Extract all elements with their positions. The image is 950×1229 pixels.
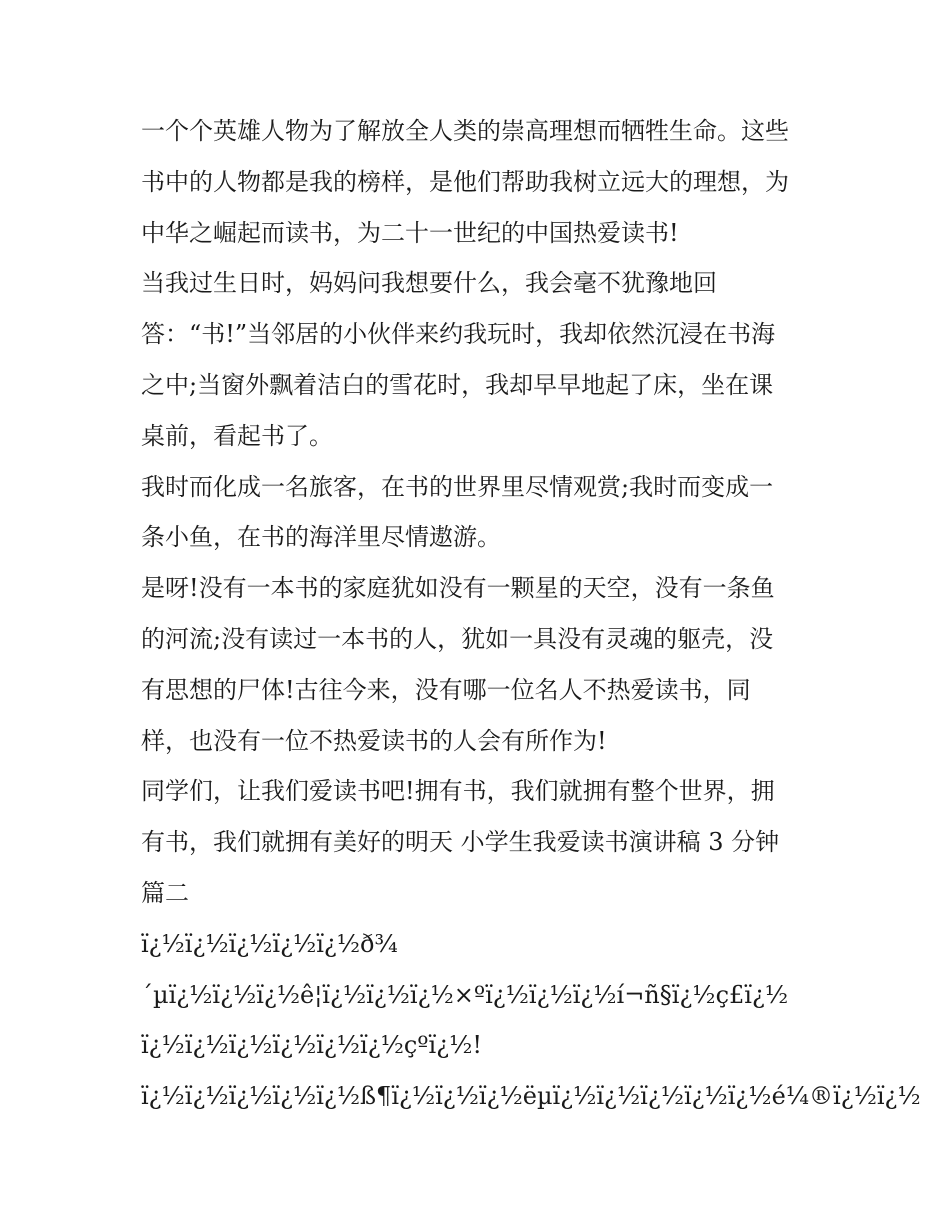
- document-body: [141, 106, 921, 1122]
- text-line: 样，也没有一位不热爱读书的人会有所作为!: [141, 726, 607, 755]
- text-line: 有书，我们就拥有美好的明天 小学生我爱读书演讲稿 3 分钟: [141, 828, 780, 857]
- text-line: 一个个英雄人物为了解放全人类的崇高理想而牺牲生命。这些: [141, 117, 789, 145]
- text-line: 答：“书!”当邻居的小伙伴来约我玩时，我却依然沉浸在书海: [141, 320, 776, 349]
- text-line: 之中;当窗外飘着洁白的雪花时，我却早早地起了床，坐在课: [141, 370, 774, 399]
- garbled-text-line: ´µï¿½ï¿½ï¿½ê¦ï¿½ï¿½ï¿½×ºï¿½ï¿½ï¿½í¬ñ§ï¿½ç£ï¿½: [141, 980, 789, 1009]
- garbled-text-line: ï¿½ï¿½ï¿½ï¿½ï¿½ï¿½çºï¿½!: [141, 1031, 483, 1060]
- text-line: 我时而化成一名旅客，在书的世界里尽情观赏;我时而变成一: [141, 472, 774, 501]
- garbled-text-line: ï¿½ï¿½ï¿½ï¿½ï¿½ð¾: [141, 929, 398, 958]
- text-line: 当我过生日时，妈妈问我想要什么，我会毫不犹豫地回: [141, 269, 717, 298]
- text-line: 的河流;没有读过一本书的人，犹如一具没有灵魂的躯壳，没: [141, 624, 774, 653]
- text-line: 条小鱼，在书的海洋里尽情遨游。: [141, 523, 501, 552]
- section-heading: 篇二: [141, 878, 189, 907]
- text-line: 同学们，让我们爱读书吧!拥有书，我们就拥有整个世界，拥: [141, 777, 775, 806]
- text-line: 有思想的尸体!古往今来，没有哪一位名人不热爱读书，同: [141, 675, 751, 704]
- text-line: 是呀!没有一本书的家庭犹如没有一颗星的天空，没有一条鱼: [141, 574, 775, 603]
- garbled-text-line: ï¿½ï¿½ï¿½ï¿½ï¿½ß¶ï¿½ï¿½ï¿½ëµï¿½ï¿½ï¿½ï¿½ï¿½é¼®ï¿½ï¿½: [141, 1082, 921, 1111]
- text-line: 书中的人物都是我的榜样，是他们帮助我树立远大的理想，为: [141, 167, 789, 196]
- text-line: 中华之崛起而读书，为二十一世纪的中国热爱读书!: [141, 218, 679, 247]
- text-line: 桌前，看起书了。: [141, 421, 333, 450]
